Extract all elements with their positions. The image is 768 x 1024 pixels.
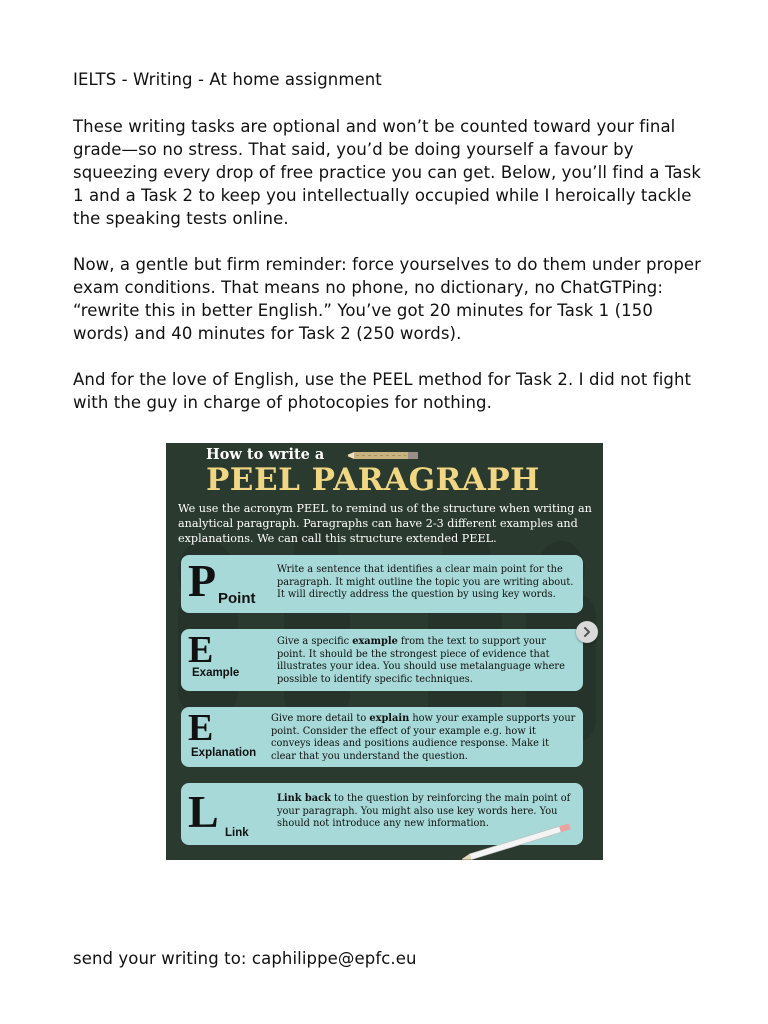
card-word: Link	[225, 827, 249, 839]
card-description	[271, 713, 577, 763]
card-letter: P	[188, 555, 217, 606]
card-letter: E	[188, 629, 214, 671]
peel-reminder-paragraph: And for the love of English, use the PEEL method for Task 2. I did not fight with the guy in charge of photocopies for nothing.	[73, 370, 692, 412]
card-word: Explanation	[191, 747, 257, 759]
pencil-icon	[346, 448, 426, 462]
card-description-keyword: explain	[369, 713, 410, 724]
card-word: Example	[192, 667, 240, 679]
card-letter: E	[188, 707, 214, 749]
pencil-icon	[462, 821, 582, 860]
chevron-right-icon	[581, 626, 593, 638]
exam-conditions-paragraph: Now, a gentle but firm reminder: force yourselves to do them under proper exam conditions. That means no phone, no dictionary, no ChatGTPing: “rewrite this in better English.” You’ve got 20 minutes for Task 1 (150 words) and 40 minutes for Task 2 (250 words).	[73, 255, 702, 343]
poster-title: PEEL PARAGRAPH	[206, 462, 540, 498]
card-description-start: Give a specific	[277, 636, 353, 647]
carousel-next-button[interactable]	[576, 621, 598, 643]
card-description-end: to the question by reinforcing the main point of your paragraph. You might also use key words here. You should not introduce any new information.	[277, 793, 571, 830]
card-description	[277, 636, 577, 686]
peel-card-explanation	[181, 707, 583, 767]
card-description-keyword: Link back	[277, 793, 331, 804]
intro-paragraph: These writing tasks are optional and won’t be counted toward your final grade—so no stress. That said, you’d be doing yourself a favour by squeezing every drop of free practice you can get. Below, you’ll find a Task 1 and a Task 2 to keep you intellectually occupied while I heroically tackle the speaking tests online.	[73, 117, 701, 228]
card-description-keyword: example	[352, 636, 398, 647]
card-description-start: Give more detail to	[271, 713, 370, 724]
poster-kicker: How to write a	[206, 446, 325, 463]
document-title: IELTS - Writing - At home assignment	[73, 70, 382, 89]
card-description-end: how your example supports your point. Consider the effect of your example e.g. how it conveys ideas and positions audience response. Make it clear that you understand the question.	[271, 713, 576, 762]
peel-card-point	[181, 555, 583, 613]
card-description: Write a sentence that identifies a clear main point for the paragraph. It might outline the topic you are writing about. It will directly address the question by using key words.	[277, 564, 574, 601]
peel-card-example	[181, 629, 583, 691]
peel-poster-image	[166, 443, 603, 860]
card-letter: L	[188, 786, 219, 837]
poster-intro: We use the acronym PEEL to remind us of the structure when writing an analytical paragraph. Paragraphs can have 2-3 different examples and explanations. We can call this structure extended PEEL.	[178, 502, 592, 545]
submission-email-line: send your writing to: caphilippe@epfc.eu	[73, 949, 417, 968]
card-word: Point	[218, 590, 256, 607]
card-description-end: from the text to support your point. It should be the strongest piece of evidence that illustrates your idea. You should use metalanguage where possible to identify specific techniques.	[277, 636, 565, 685]
